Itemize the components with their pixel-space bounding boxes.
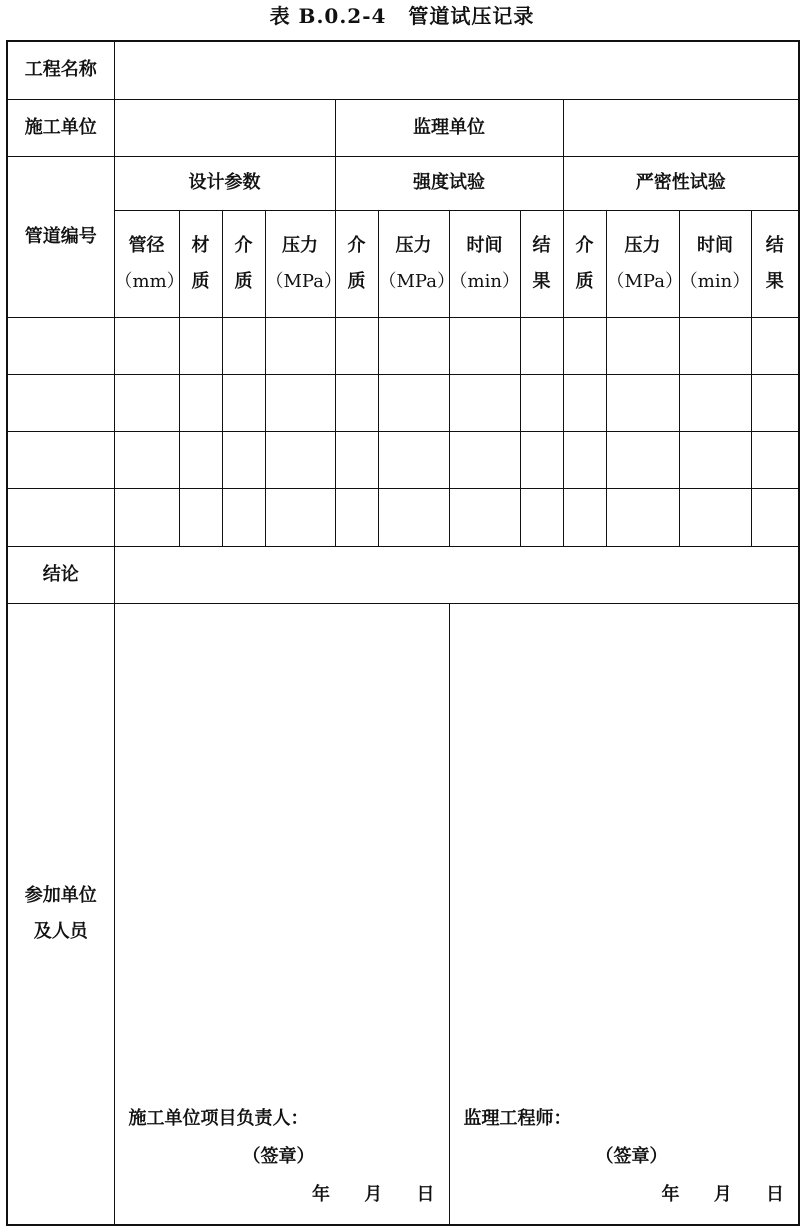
col-material-2: 质: [191, 270, 210, 292]
data-cell[interactable]: [751, 431, 799, 488]
col-strength-medium-2: 质: [347, 270, 366, 292]
data-cell[interactable]: [222, 431, 265, 488]
data-cell[interactable]: [7, 488, 114, 546]
construction-signature-cell[interactable]: [114, 603, 449, 1225]
construction-date-label: 年 月 日: [311, 1184, 435, 1205]
data-cell[interactable]: [222, 317, 265, 374]
construction-unit-field[interactable]: [114, 99, 335, 156]
data-cell[interactable]: [378, 488, 449, 546]
data-cell[interactable]: [563, 374, 606, 431]
col-strength-result-2: 果: [532, 270, 551, 292]
col-strength-time: [449, 210, 520, 317]
data-cell[interactable]: [751, 374, 799, 431]
data-cell[interactable]: [606, 431, 679, 488]
tightness-test-header: 严密性试验: [563, 156, 799, 210]
supervision-unit-field[interactable]: [563, 99, 799, 156]
row-column-headers: [7, 210, 799, 317]
form-name: 管道试压记录: [408, 4, 535, 28]
data-cell[interactable]: [114, 317, 179, 374]
data-cell[interactable]: [7, 317, 114, 374]
pipe-pressure-test-table: [6, 40, 800, 1226]
row-units: [7, 99, 799, 156]
data-cell[interactable]: [449, 374, 520, 431]
data-cell[interactable]: [679, 431, 751, 488]
data-cell[interactable]: [751, 317, 799, 374]
construction-unit-label: 施工单位: [7, 99, 114, 156]
data-cell[interactable]: [222, 374, 265, 431]
form-title: [0, 2, 804, 30]
table-row: [7, 317, 799, 374]
project-name-field[interactable]: [114, 41, 799, 99]
data-cell[interactable]: [449, 317, 520, 374]
col-tightness-medium-1: 介: [575, 234, 594, 256]
data-cell[interactable]: [563, 431, 606, 488]
supervision-signature-block: [464, 1100, 785, 1214]
data-cell[interactable]: [679, 488, 751, 546]
col-tightness-result-1: 结: [765, 234, 784, 256]
data-cell[interactable]: [520, 488, 563, 546]
data-cell[interactable]: [563, 317, 606, 374]
data-cell[interactable]: [265, 374, 335, 431]
data-cell[interactable]: [114, 488, 179, 546]
col-strength-result: [520, 210, 563, 317]
col-material-1: 材: [191, 234, 210, 256]
construction-manager-label: 施工单位项目负责人：: [128, 1108, 309, 1129]
data-cell[interactable]: [751, 488, 799, 546]
data-cell[interactable]: [563, 488, 606, 546]
data-cell[interactable]: [265, 317, 335, 374]
col-tightness-pressure-unit: （MPa）: [606, 270, 683, 292]
table-row: [7, 488, 799, 546]
data-cell[interactable]: [378, 374, 449, 431]
col-design-medium: [222, 210, 265, 317]
data-cell[interactable]: [335, 488, 378, 546]
data-cell[interactable]: [179, 488, 222, 546]
supervision-signature-cell[interactable]: [449, 603, 799, 1225]
data-cell[interactable]: [7, 431, 114, 488]
supervision-engineer-label: 监理工程师：: [463, 1108, 572, 1129]
col-strength-time-unit: （min）: [449, 270, 520, 292]
construction-seal-label: （签章）: [242, 1146, 315, 1167]
data-cell[interactable]: [179, 317, 222, 374]
data-cell[interactable]: [606, 374, 679, 431]
col-design-medium-2: 质: [234, 270, 253, 292]
data-cell[interactable]: [520, 431, 563, 488]
data-cell[interactable]: [265, 488, 335, 546]
col-diameter: [114, 210, 185, 317]
data-cell[interactable]: [335, 374, 378, 431]
col-strength-pressure-unit: （MPa）: [378, 270, 455, 292]
data-cell[interactable]: [335, 317, 378, 374]
participants-label-line1: 参加单位: [24, 884, 97, 906]
col-design-pressure: [265, 210, 342, 317]
col-strength-pressure-name: 压力: [395, 234, 432, 256]
data-cell[interactable]: [378, 431, 449, 488]
col-design-pressure-name: 压力: [282, 234, 318, 256]
row-project-name: [7, 41, 799, 99]
col-diameter-name: 管径: [128, 234, 165, 256]
data-cell[interactable]: [265, 431, 335, 488]
data-cell[interactable]: [7, 374, 114, 431]
row-participants: [7, 603, 799, 1225]
row-group-headers: [7, 156, 799, 210]
data-cell[interactable]: [335, 431, 378, 488]
col-tightness-time: [679, 210, 751, 317]
project-name-label: 工程名称: [7, 41, 114, 99]
design-params-header: 设计参数: [114, 156, 335, 210]
data-cell[interactable]: [520, 374, 563, 431]
data-cell[interactable]: [378, 317, 449, 374]
participants-label: [7, 603, 114, 1225]
conclusion-field[interactable]: [114, 546, 799, 603]
col-strength-result-1: 结: [532, 234, 551, 256]
data-cell[interactable]: [606, 317, 679, 374]
col-tightness-result: [751, 210, 799, 317]
col-strength-medium-1: 介: [347, 234, 366, 256]
data-cell[interactable]: [679, 374, 751, 431]
col-tightness-time-unit: （min）: [679, 270, 751, 292]
form-code: 表 B.0.2-4: [269, 4, 387, 28]
col-design-medium-1: 介: [234, 234, 253, 256]
table-row: [7, 374, 799, 431]
col-strength-time-name: 时间: [466, 234, 503, 256]
pipe-number-label: 管道编号: [7, 156, 114, 317]
table-row: [7, 431, 799, 488]
col-tightness-medium: [563, 210, 606, 317]
col-strength-pressure: [378, 210, 455, 317]
supervision-seal-label: （签章）: [595, 1146, 668, 1167]
supervision-unit-label: 监理单位: [335, 99, 563, 156]
data-cell[interactable]: [679, 317, 751, 374]
col-tightness-pressure: [606, 210, 683, 317]
data-cell[interactable]: [449, 488, 520, 546]
data-cell[interactable]: [606, 488, 679, 546]
data-cell[interactable]: [179, 431, 222, 488]
col-material: [179, 210, 222, 317]
construction-signature-block: [129, 1100, 435, 1214]
col-tightness-pressure-name: 压力: [624, 234, 661, 256]
col-diameter-unit: （mm）: [114, 270, 185, 292]
col-tightness-result-2: 果: [765, 270, 784, 292]
data-cell[interactable]: [449, 431, 520, 488]
supervision-date-label: 年 月 日: [661, 1184, 784, 1205]
strength-test-header: 强度试验: [335, 156, 563, 210]
col-tightness-medium-2: 质: [575, 270, 594, 292]
col-tightness-time-name: 时间: [697, 234, 733, 256]
col-strength-medium: [335, 210, 378, 317]
conclusion-label: 结论: [7, 546, 114, 603]
participants-label-line2: 及人员: [33, 920, 88, 942]
data-cell[interactable]: [520, 317, 563, 374]
data-cell[interactable]: [179, 374, 222, 431]
col-design-pressure-unit: （MPa）: [265, 270, 342, 292]
data-cell[interactable]: [114, 431, 179, 488]
row-conclusion: [7, 546, 799, 603]
data-cell[interactable]: [222, 488, 265, 546]
data-cell[interactable]: [114, 374, 179, 431]
